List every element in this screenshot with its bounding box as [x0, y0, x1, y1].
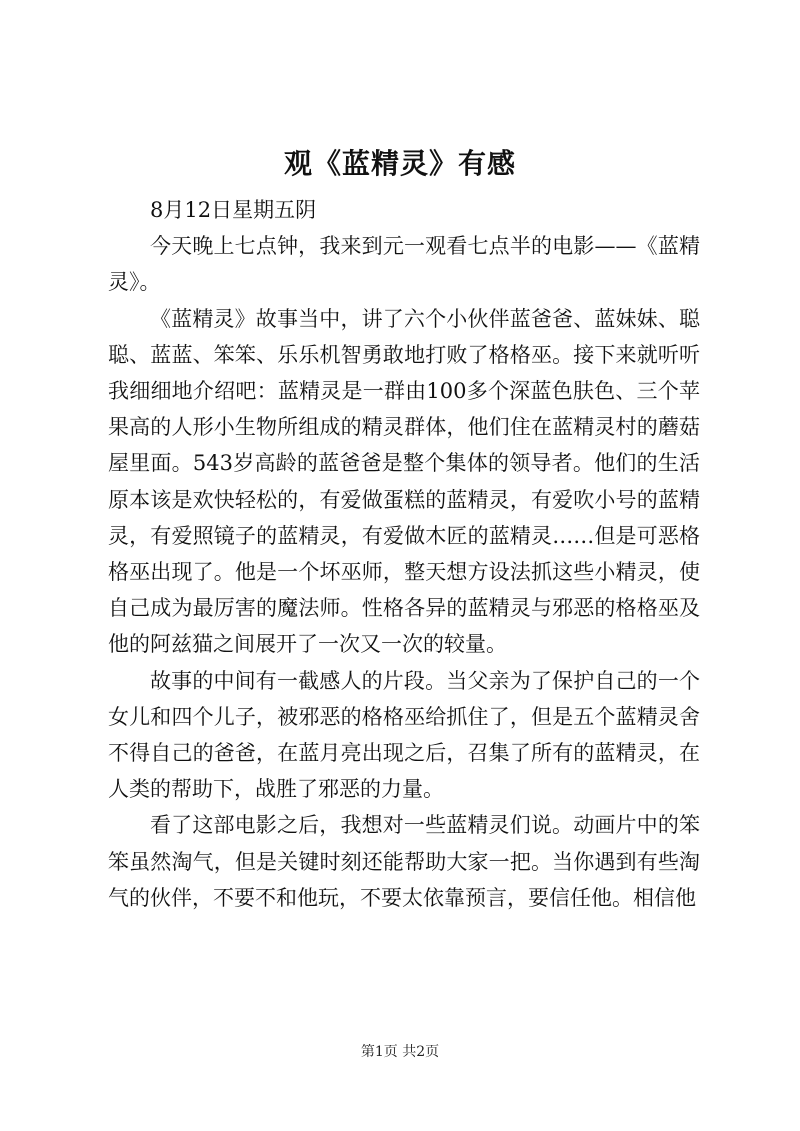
date-line: 8月12日星期五阴 [150, 198, 317, 222]
page-footer: 第1页 共2页 [360, 1044, 440, 1060]
paragraph-4: 看了这部电影之后，我想对一些蓝精灵们说。动画片中的笨笨虽然淘气，但是关键时刻还能帮助大家一把。当你遇到有些淘气的伙伴，不要不和他玩，不要太依靠预言，要信任他。相信他 [108, 813, 700, 910]
paragraph-3: 故事的中间有一截感人的片段。当父亲为了保护自己的一个女儿和四个儿子，被邪恶的格格巫给抓住了，但是五个蓝精灵舍不得自己的爸爸，在蓝月亮出现之后，召集了所有的蓝精灵，在人类的帮助下，战胜了邪恶的力量。 [108, 668, 700, 802]
body-text [108, 192, 700, 916]
paragraph-1: 今天晚上七点钟，我来到元一观看七点半的电影——《蓝精灵》。 [108, 234, 700, 295]
paragraph-2: 《蓝精灵》故事当中，讲了六个小伙伴蓝爸爸、蓝妹妹、聪聪、蓝蓝、笨笨、乐乐机智勇敢地打败了格格巫。接下来就听听我细细地介绍吧：蓝精灵是一群由100多个深蓝色肤色、三个苹果高的人形小生物所组成的精灵群体，他们住在蓝精灵村的蘑菇屋里面。543岁高龄的蓝爸爸是整个集体的领导者。他们的生活原本该是欢快轻松的，有爱做蛋糕的蓝精灵，有爱吹小号的蓝精灵，有爱照镜子的蓝精灵，有爱做木匠的蓝精灵……但是可恶格格巫出现了。他是一个坏巫师，整天想方设法抓这些小精灵，使自己成为最厉害的魔法师。性格各异的蓝精灵与邪恶的格格巫及他的阿兹猫之间展开了一次又一次的较量。 [108, 306, 700, 657]
page-title: 观《蓝精灵》有感 [283, 147, 516, 180]
